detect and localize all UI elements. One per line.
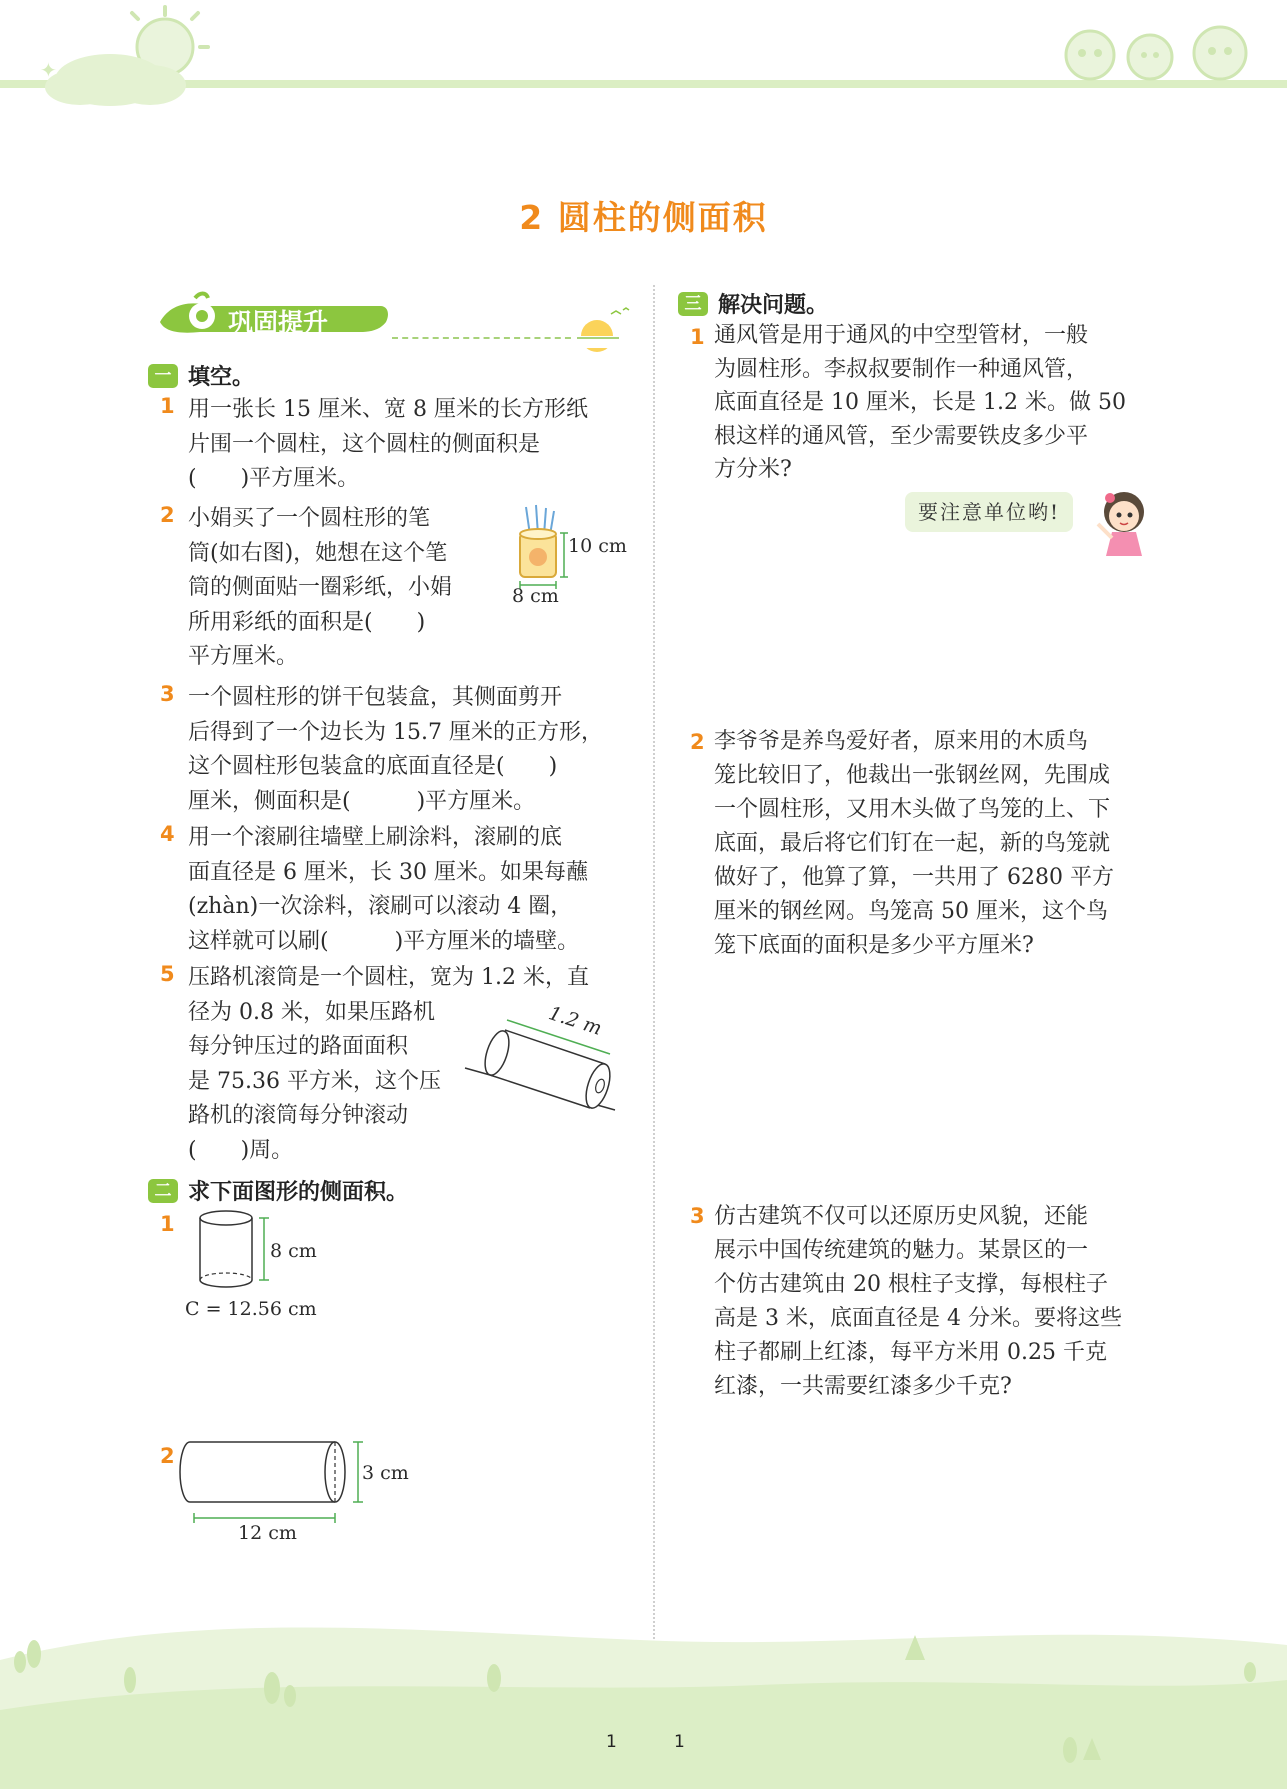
- text-line: 用一张长 15 厘米、宽 8 厘米的长方形纸: [188, 397, 588, 422]
- svg-text:✦: ✦: [40, 58, 57, 82]
- column-divider: [653, 285, 655, 1647]
- text-line: 这样就可以刷( )平方厘米的墙壁。: [188, 928, 580, 954]
- page-number-left: 1: [606, 1732, 617, 1752]
- solve-question-1: [714, 319, 1126, 487]
- text-line: 一个圆柱形，又用木头做了鸟笼的上、下: [714, 797, 1111, 822]
- text-line: 展示中国传统建筑的魅力。某景区的一: [714, 1238, 1089, 1263]
- text-line: ( )周。: [188, 1137, 294, 1163]
- text-line: 底面，最后将它们钉在一起，新的鸟笼就: [714, 831, 1111, 856]
- roller-width-label: 1.2 m: [545, 1002, 605, 1040]
- cylinder-1-height-label: 8 cm: [270, 1240, 317, 1262]
- fill-question-3: [188, 681, 603, 819]
- page-number-right: 1: [674, 1732, 685, 1752]
- section-three-heading: [678, 288, 828, 319]
- text-line: 厘米的钢丝网。鸟笼高 50 厘米，这个鸟: [714, 899, 1108, 924]
- text-line: 仿古建筑不仅可以还原历史风貌，还能: [714, 1204, 1089, 1229]
- solve-question-3: [714, 1200, 1122, 1404]
- cylinder-2-figure: [180, 1436, 360, 1536]
- text-line: 筒(如右图)，她想在这个笔: [188, 540, 448, 566]
- animal-faces-icon: [1060, 25, 1260, 85]
- section-badge: 三: [678, 292, 708, 316]
- text-line: 这个圆柱形包装盒的底面直径是( ): [188, 754, 558, 779]
- text-line: 李爷爷是养鸟爱好者，原来用的木质鸟: [714, 729, 1089, 754]
- fill-question-4: [188, 821, 588, 959]
- section-one-heading: [148, 360, 254, 391]
- section-two-heading: [148, 1175, 408, 1206]
- text-line: 面直径是 6 厘米，长 30 厘米。如果每蘸: [188, 859, 588, 885]
- question-number: 1: [160, 1212, 175, 1236]
- banner-text: 巩固提升: [228, 308, 329, 337]
- text-line: 个仿古建筑由 20 根柱子支撑，每根柱子: [714, 1272, 1108, 1297]
- section-badge: 一: [148, 364, 178, 388]
- text-line: 路机的滚筒每分钟滚动: [188, 1103, 409, 1128]
- text-line: 后得到了一个边长为 15.7 厘米的正方形，: [188, 719, 603, 745]
- text-line: 用一个滚刷往墙壁上刷涂料，滚刷的底: [188, 825, 563, 850]
- question-number: 2: [160, 1444, 175, 1468]
- question-number: 1: [690, 325, 705, 349]
- sunset-icon: [575, 306, 635, 346]
- text-line: 柱子都刷上红漆，每平方米用 0.25 千克: [714, 1340, 1107, 1365]
- question-number: 4: [160, 822, 175, 846]
- roller-figure: [465, 1020, 625, 1120]
- sun-cloud-icon: [20, 5, 210, 115]
- text-line: 笼下底面的面积是多少平方厘米?: [714, 933, 1034, 958]
- girl-character-icon: [1090, 488, 1160, 568]
- text-line: 压路机滚筒是一个圆柱，宽为 1.2 米，直: [188, 965, 589, 990]
- text-line: 底面直径是 10 厘米，长是 1.2 米。做 50: [714, 390, 1126, 415]
- question-number: 3: [690, 1204, 705, 1228]
- question-number: 2: [160, 503, 175, 527]
- text-line: 做好了，他算了算，一共用了 6280 平方: [714, 865, 1114, 890]
- solve-question-2: [714, 725, 1114, 963]
- tip-bubble: 要注意单位哟!: [905, 492, 1073, 532]
- fill-question-1: [188, 393, 588, 497]
- text-line: 每分钟压过的路面面积: [188, 1034, 409, 1059]
- text-line: 方分米?: [714, 457, 792, 482]
- hills-background: [0, 1600, 1287, 1789]
- text-line: 笼比较旧了，他裁出一张钢丝网，先围成: [714, 763, 1111, 788]
- section-title: 求下面图形的侧面积。: [188, 1180, 409, 1205]
- page-title: 2 圆柱的侧面积: [519, 198, 768, 237]
- text-line: 是 75.36 平方米，这个压: [188, 1068, 441, 1094]
- cylinder-2-height-label: 3 cm: [362, 1462, 409, 1484]
- text-line: 筒的侧面贴一圈彩纸，小娟: [188, 575, 453, 600]
- text-line: 一个圆柱形的饼干包装盒，其侧面剪开: [188, 685, 563, 710]
- text-line: 通风管是用于通风的中空型管材，一般: [714, 323, 1089, 348]
- pen-holder-figure: [512, 505, 572, 595]
- section-badge: 二: [148, 1179, 178, 1203]
- text-line: 小娟买了一个圆柱形的笔: [188, 506, 431, 531]
- text-line: 根这样的通风管，至少需要铁皮多少平: [714, 423, 1089, 449]
- text-line: 平方厘米。: [188, 644, 299, 669]
- question-number: 5: [160, 962, 175, 986]
- text-line: 径为 0.8 米，如果压路机: [188, 999, 435, 1025]
- cylinder-2-length-label: 12 cm: [238, 1522, 297, 1544]
- pen-diameter-label: 8 cm: [512, 585, 559, 607]
- text-line: 为圆柱形。李叔叔要制作一种通风管，: [714, 356, 1089, 382]
- pen-height-label: 10 cm: [568, 535, 627, 557]
- text-line: (zhàn)一次涂料，滚刷可以滚动 4 圈，: [188, 894, 573, 919]
- text-line: 高是 3 米，底面直径是 4 分米。要将这些: [714, 1306, 1122, 1331]
- question-number: 3: [160, 682, 175, 706]
- cylinder-1-circumference-label: C = 12.56 cm: [185, 1298, 317, 1320]
- text-line: ( )平方厘米。: [188, 466, 360, 491]
- text-line: 片围一个圆柱，这个圆柱的侧面积是: [188, 431, 541, 457]
- question-number: 2: [690, 730, 705, 754]
- text-line: 红漆，一共需要红漆多少千克?: [714, 1374, 1012, 1399]
- section-title: 填空。: [188, 365, 255, 390]
- fill-question-2: [188, 502, 452, 675]
- section-title: 解决问题。: [718, 293, 829, 318]
- text-line: 所用彩纸的面积是( ): [188, 609, 426, 635]
- text-line: 厘米，侧面积是( )平方厘米。: [188, 788, 536, 814]
- question-number: 1: [160, 394, 175, 418]
